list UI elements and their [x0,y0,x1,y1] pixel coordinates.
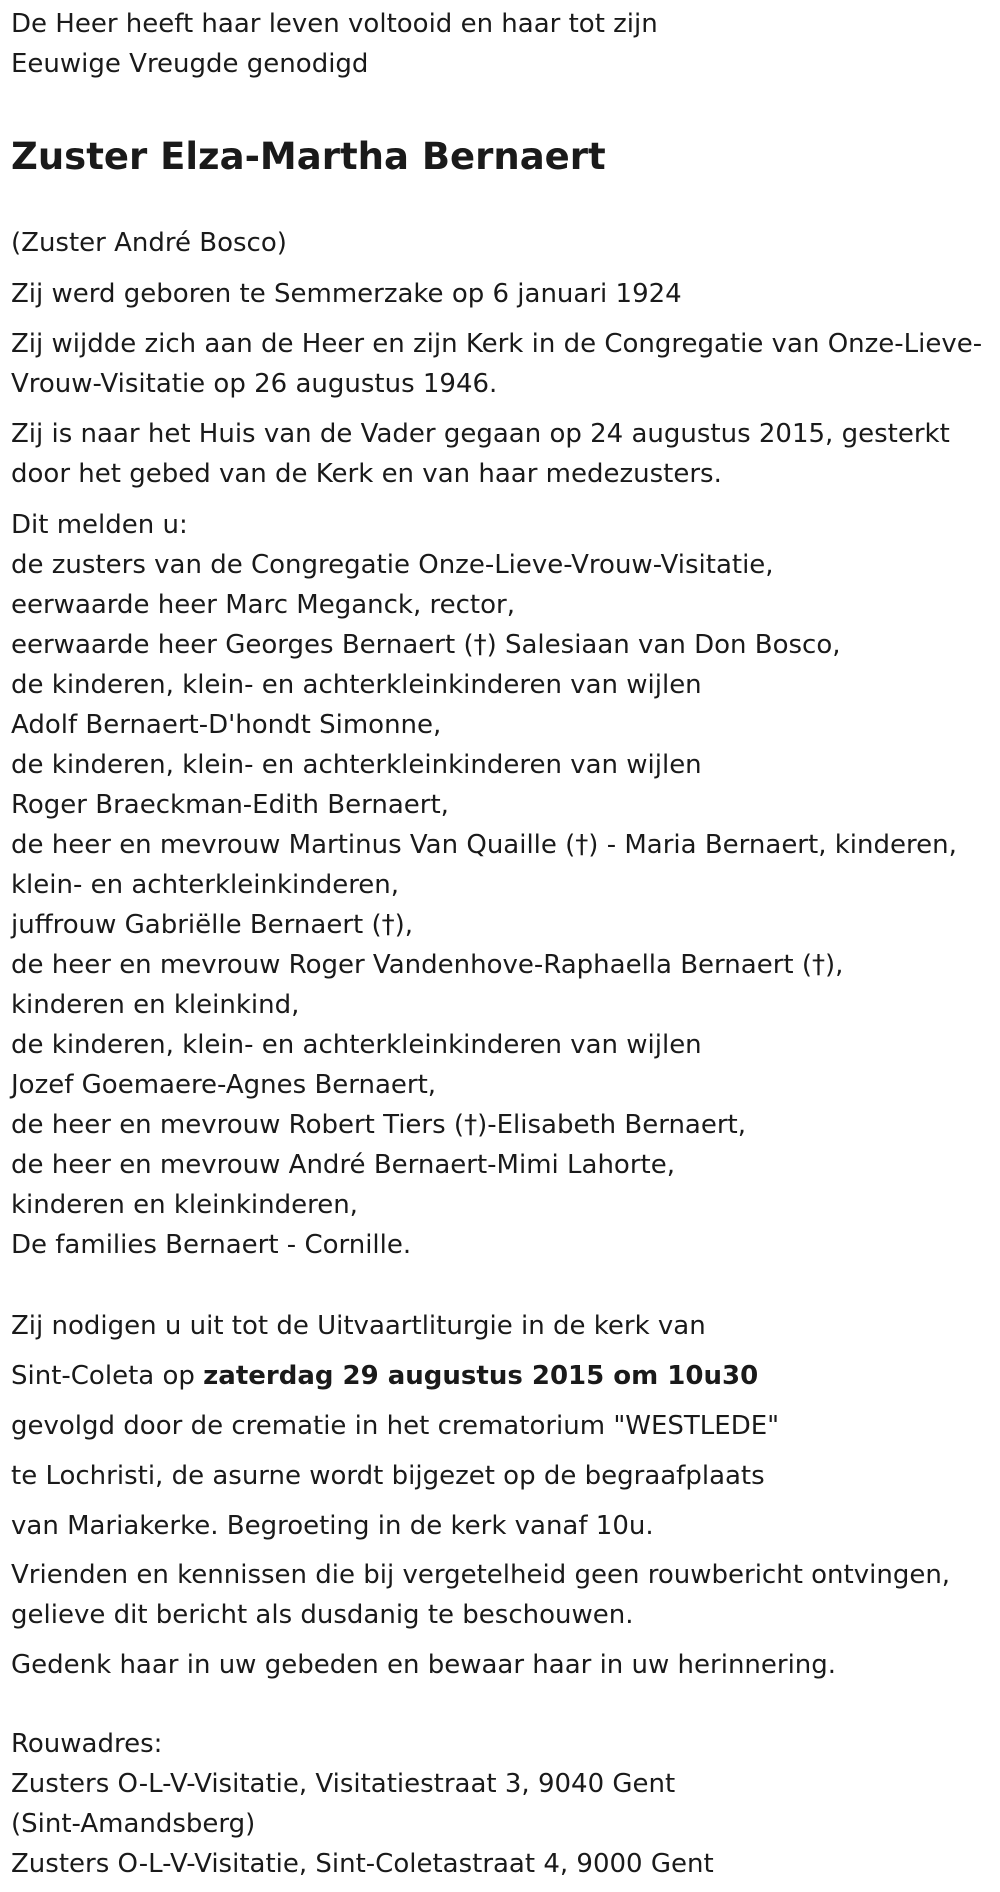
list-item: Roger Braeckman-Edith Bernaert, [11,790,449,820]
list-item: de zusters van de Congregatie Onze-Lieve-Vrouw-Visitatie, [11,550,774,580]
list-item: de heer en mevrouw Robert Tiers (†)-Elisabeth Bernaert, [11,1110,747,1140]
announcers-intro: Dit melden u: [11,510,188,540]
list-item: Adolf Bernaert-D'hondt Simonne, [11,710,442,740]
address-line: (Sint-Amandsberg) [11,1809,256,1839]
address-line: Zusters O-L-V-Visitatie, Visitatiestraat 3, 9040 Gent [11,1769,676,1799]
announcers-list [11,505,957,1265]
list-item: Jozef Goemaere-Agnes Bernaert, [11,1070,437,1100]
list-item: kinderen en kleinkinderen, [11,1190,358,1220]
list-item: eerwaarde heer Georges Bernaert (†) Salesiaan van Don Bosco, [11,630,841,660]
address-label: Rouwadres: [11,1729,163,1759]
list-item: de heer en mevrouw Martinus Van Quaille (†) - Maria Bernaert, kinderen, [11,830,957,860]
opening-text [11,4,658,84]
list-item: de heer en mevrouw Roger Vandenhove-Raphaella Bernaert (†), [11,950,844,980]
list-item: de kinderen, klein- en achterkleinkinderen van wijlen [11,670,702,700]
list-item: kinderen en kleinkind, [11,990,300,1020]
list-item: juffrouw Gabriëlle Bernaert (†), [11,910,414,940]
deceased-name: Zuster Elza-Martha Bernaert [11,135,606,178]
religious-name: (Zuster André Bosco) [11,228,287,258]
vows-text: Zij wijdde zich aan de Heer en zijn Kerk in de Congregatie van Onze-Lieve- Vrouw-Visitatie op 26 augustus 1946. [11,329,983,399]
remembrance-text: Gedenk haar in uw gebeden en bewaar haar in uw herinnering. [11,1650,837,1680]
list-item: de kinderen, klein- en achterkleinkinderen van wijlen [11,750,702,780]
list-item: eerwaarde heer Marc Meganck, rector, [11,590,515,620]
list-item: De families Bernaert - Cornille. [11,1230,412,1260]
birth-text: Zij werd geboren te Semmerzake op 6 januari 1924 [11,279,682,309]
list-item: de heer en mevrouw André Bernaert-Mimi Lahorte, [11,1150,675,1180]
list-item: de kinderen, klein- en achterkleinkinderen van wijlen [11,1030,702,1060]
death-text: Zij is naar het Huis van de Vader gegaan op 24 augustus 2015, gesterkt door het gebed van de Kerk en van haar medezusters. [11,419,950,489]
friends-notice: Vrienden en kennissen die bij vergetelheid geen rouwbericht ontvingen, gelieve dit bericht als dusdanig te beschouwen. [11,1560,951,1630]
funeral-info: Zij nodigen u uit tot de Uitvaartliturgie in de kerk van Sint-Coleta op zaterdag 29 augustus 2015 om 10u30 gevolgd door de crematie in het crematorium "WESTLEDE" te Lochristi, de asurne wordt bijgezet op de begraafplaats van Mariakerke. Begroeting in de kerk vanaf 10u. [11,1311,780,1541]
opening-line: De Heer heeft haar leven voltooid en haar tot zijn [11,9,658,39]
funeral-date: zaterdag 29 augustus 2015 om 10u30 [203,1361,759,1391]
mourning-address [11,1724,714,1884]
opening-line: Eeuwige Vreugde genodigd [11,49,369,79]
list-item: klein- en achterkleinkinderen, [11,870,400,900]
address-line: Zusters O-L-V-Visitatie, Sint-Coletastraat 4, 9000 Gent [11,1849,714,1879]
